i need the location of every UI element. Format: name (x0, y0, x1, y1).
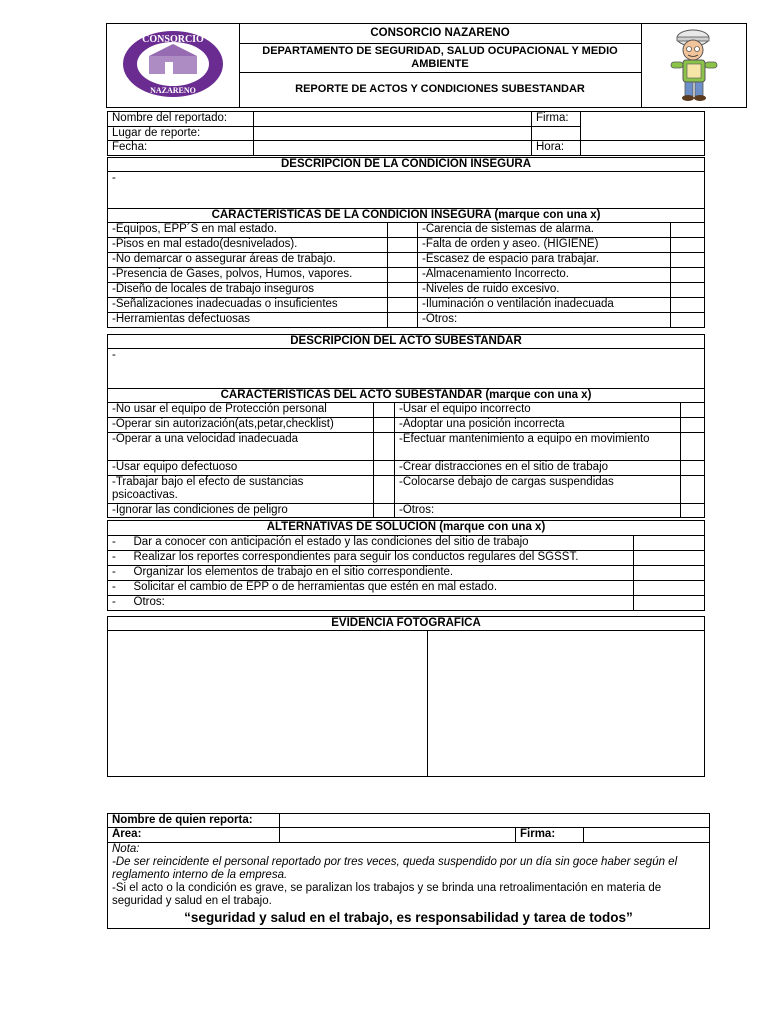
solution-item: Solicitar el cambio de EPP o de herramientas que estén en mal estado. (130, 581, 634, 596)
condition-item: -Pisos en mal estado(desnivelados). (108, 238, 388, 253)
reporter-signature-field[interactable] (584, 828, 710, 843)
report-title: REPORTE DE ACTOS Y CONDICIONES SUBESTANDAR (295, 83, 585, 95)
report-place-field[interactable] (254, 127, 532, 141)
act-item: -Operar sin autorización(ats,petar,checklist) (108, 418, 374, 433)
act-checkbox[interactable] (681, 433, 705, 461)
company-logo (107, 24, 239, 107)
time-field[interactable] (581, 141, 705, 156)
condition-item: -Iluminación o ventilación inadecuada (418, 298, 671, 313)
safety-slogan: “seguridad y salud en el trabajo, es responsabilidad y tarea de todos” (184, 910, 633, 925)
condition-item: -Niveles de ruido excesivo. (418, 283, 671, 298)
reporter-section (107, 813, 710, 929)
condition-item: -Presencia de Gases, polvos, Humos, vapores. (108, 268, 388, 283)
condition-item: -Otros: (418, 313, 671, 328)
time-label: Hora: (532, 141, 581, 156)
solution-checkbox[interactable] (634, 581, 705, 596)
solution-bullet: - (108, 551, 130, 566)
evidence-photo-right[interactable] (428, 631, 705, 777)
act-checkbox[interactable] (374, 418, 395, 433)
solutions-title: ALTERNATIVAS DE SOLUCIÓN (marque con una x) (108, 521, 705, 536)
act-checkbox[interactable] (374, 504, 395, 518)
condition-description-field[interactable]: - (108, 172, 705, 209)
notes-cell (108, 843, 710, 929)
logo-cell (107, 24, 240, 107)
condition-checkbox[interactable] (388, 238, 418, 253)
condition-checkbox[interactable] (671, 223, 705, 238)
solution-item: Realizar los reportes correspondientes para seguir los conductos regulares del SGSST. (130, 551, 634, 566)
note-severity: -Si el acto o la condición es grave, se paralizan los trabajos y se brinda una retroalimentación en materia de seguridad y salud en el trabajo. (112, 882, 662, 907)
act-item: -Operar a una velocidad inadecuada (108, 433, 374, 461)
date-field[interactable] (254, 141, 532, 156)
solution-checkbox[interactable] (634, 536, 705, 551)
act-checkbox[interactable] (374, 461, 395, 476)
act-item: -Efectuar mantenimiento a equipo en movimiento (395, 433, 681, 461)
reporter-signature-label: Firma: (516, 828, 584, 843)
act-item: -Usar equipo defectuoso (108, 461, 374, 476)
reporter-name-field[interactable] (280, 814, 710, 828)
area-label: Área: (108, 828, 280, 843)
act-characteristics-title: CARACTERÍSTICAS DEL ACTO SUBESTANDAR (marque con una x) (108, 389, 705, 403)
solution-item: Organizar los elementos de trabajo en el sitio correspondiente. (130, 566, 634, 581)
act-checkbox[interactable] (681, 461, 705, 476)
act-description-title: DESCRIPCIÓN DEL ACTO SUBESTANDAR (108, 335, 705, 349)
solutions-section (107, 520, 705, 611)
reporter-name-label: Nombre de quien reporta: (108, 814, 280, 828)
safety-mascot-illustration (641, 24, 746, 107)
note-label: Nota: (112, 843, 140, 855)
signature-spacer (532, 127, 581, 141)
act-item: -Usar el equipo incorrecto (395, 403, 681, 418)
condition-item: -Equipos, EPP´S en mal estado. (108, 223, 388, 238)
reported-name-field[interactable] (254, 112, 532, 127)
signature-field[interactable] (581, 112, 705, 141)
condition-checkbox[interactable] (388, 253, 418, 268)
logo-text-top: CONSORCIO (142, 34, 204, 45)
condition-checkbox[interactable] (671, 298, 705, 313)
condition-item: -Señalizaciones inadecuadas o insuficientes (108, 298, 388, 313)
mascot-cell (641, 24, 746, 107)
act-checkbox[interactable] (374, 433, 395, 461)
act-item: -No usar el equipo de Protección personal (108, 403, 374, 418)
reported-name-label: Nombre del reportado: (108, 112, 254, 127)
solution-bullet: - (108, 536, 130, 551)
act-checkbox[interactable] (681, 418, 705, 433)
act-description-field[interactable]: - (108, 349, 705, 389)
act-checkbox[interactable] (374, 476, 395, 504)
condition-checkbox[interactable] (671, 253, 705, 268)
act-item: -Ignorar las condiciones de peligro (108, 504, 374, 518)
condition-description-title: DESCRIPCIÓN DE LA CONDICIÓN INSEGURA (108, 158, 705, 172)
condition-checkbox[interactable] (671, 283, 705, 298)
condition-item: -Diseño de locales de trabajo inseguros (108, 283, 388, 298)
solution-bullet: - (108, 581, 130, 596)
act-item: -Crear distracciones en el sitio de trabajo (395, 461, 681, 476)
condition-checkbox[interactable] (671, 313, 705, 328)
act-item: -Adoptar una posición incorrecta (395, 418, 681, 433)
evidence-title: EVIDENCIA FOTOGRAFICA (108, 617, 705, 631)
condition-item: -Carencia de sistemas de alarma. (418, 223, 671, 238)
date-label: Fecha: (108, 141, 254, 156)
department-name: DEPARTAMENTO DE SEGURIDAD, SALUD OCUPACIONAL Y MEDIO AMBIENTE (239, 44, 641, 73)
act-checkbox[interactable] (681, 504, 705, 518)
condition-checkbox[interactable] (388, 313, 418, 328)
solution-checkbox[interactable] (634, 551, 705, 566)
act-checkbox[interactable] (681, 403, 705, 418)
unsafe-condition-section (107, 157, 705, 328)
act-item: -Otros: (395, 504, 681, 518)
signature-label: Firma: (532, 112, 581, 127)
condition-checkbox[interactable] (388, 298, 418, 313)
condition-checkbox[interactable] (671, 268, 705, 283)
note-reincidence: -De ser reincidente el personal reportado por tres veces, queda suspendido por un día sin goce haber según el reglamento interno de la empresa. (112, 856, 678, 881)
logo-text-bottom: NAZARENO (150, 86, 196, 95)
act-checkbox[interactable] (681, 476, 705, 504)
report-place-label: Lugar de reporte: (108, 127, 254, 141)
condition-checkbox[interactable] (388, 268, 418, 283)
act-item: -Colocarse debajo de cargas suspendidas (395, 476, 681, 504)
condition-item: -Falta de orden y aseo. (HIGIENE) (418, 238, 671, 253)
evidence-photo-left[interactable] (108, 631, 428, 777)
solution-checkbox[interactable] (634, 566, 705, 581)
condition-item: -Herramientas defectuosas (108, 313, 388, 328)
reported-info-table (107, 111, 705, 156)
area-field[interactable] (280, 828, 516, 843)
solution-item: Otros: (130, 596, 634, 611)
act-item: -Trabajar bajo el efecto de sustancias psicoactivas. (108, 476, 374, 504)
condition-checkbox[interactable] (388, 283, 418, 298)
solution-bullet: - (108, 596, 130, 611)
condition-characteristics-title: CARACTERÍSTICAS DE LA CONDICIÓN INSEGURA (marque con una x) (108, 209, 705, 223)
solution-bullet: - (108, 566, 130, 581)
report-header (106, 23, 747, 108)
condition-item: -No demarcar o assegurar áreas de trabajo. (108, 253, 388, 268)
condition-item: -Almacenamiento Incorrecto. (418, 268, 671, 283)
condition-checkbox[interactable] (388, 223, 418, 238)
company-name: CONSORCIO NAZARENO (239, 24, 641, 44)
act-checkbox[interactable] (374, 403, 395, 418)
substandard-act-section (107, 334, 705, 518)
condition-checkbox[interactable] (671, 238, 705, 253)
condition-item: -Escasez de espacio para trabajar. (418, 253, 671, 268)
photo-evidence-section (107, 616, 705, 777)
solution-checkbox[interactable] (634, 596, 705, 611)
header-titles (239, 24, 642, 107)
solution-item: Dar a conocer con anticipación el estado y las condiciones del sitio de trabajo (130, 536, 634, 551)
